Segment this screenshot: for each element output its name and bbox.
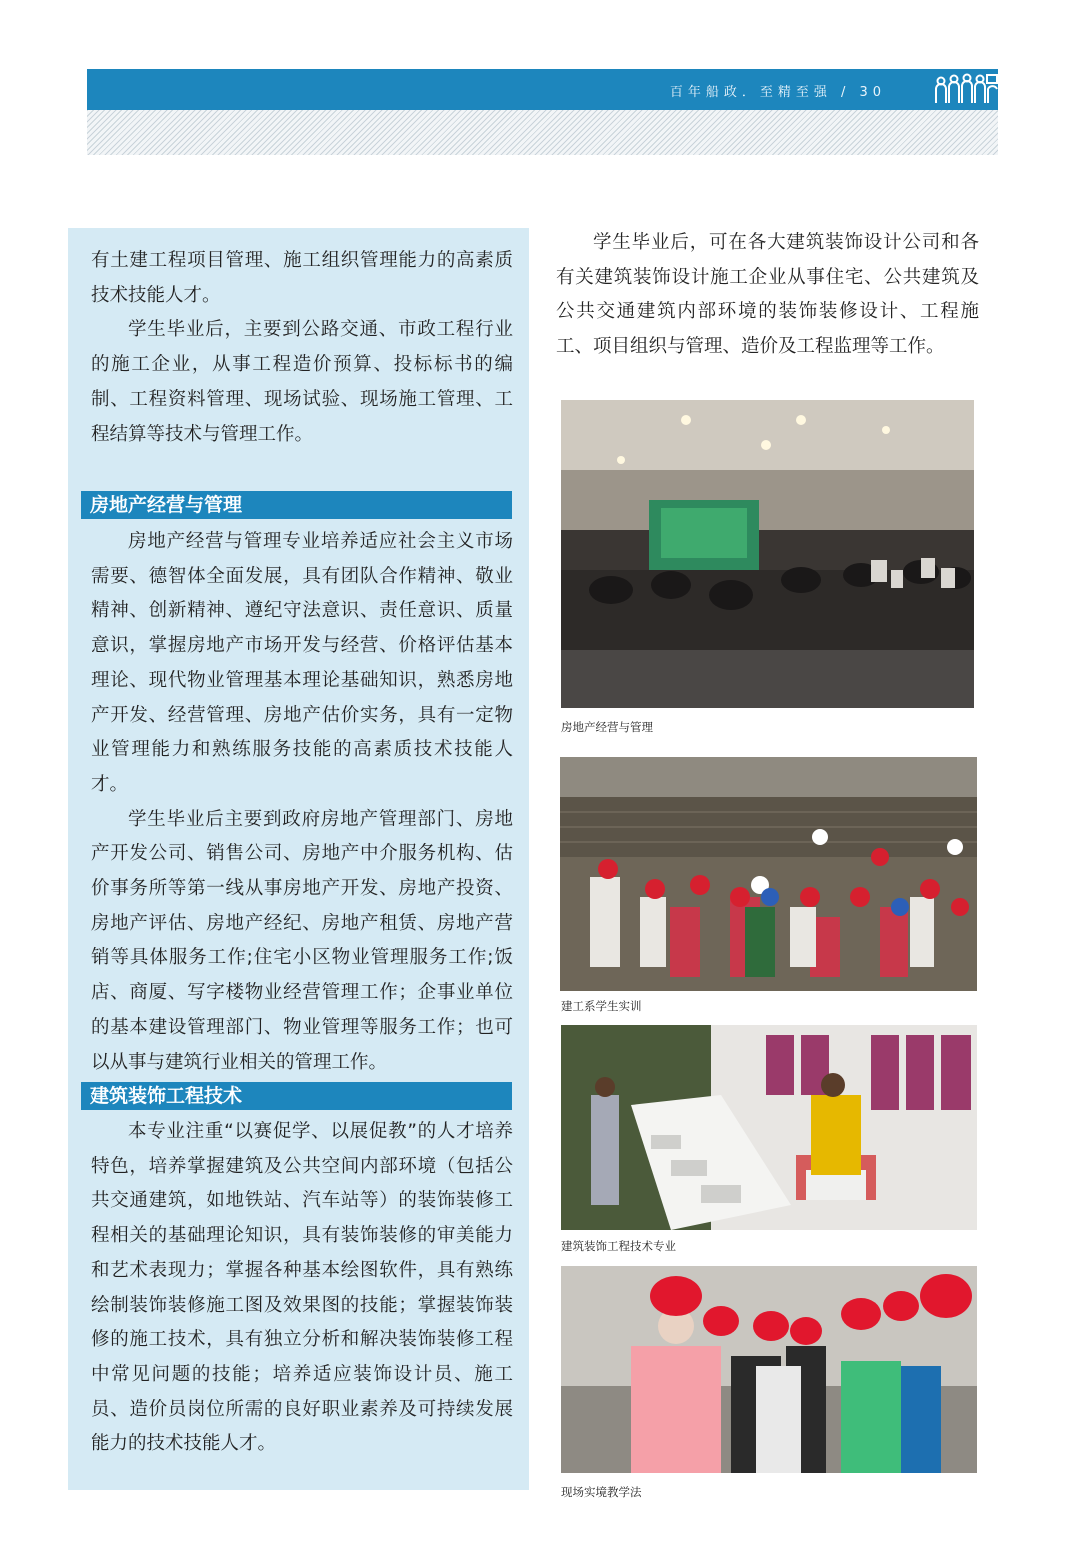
intro-text-block [91,244,513,452]
people-group-icon [932,69,998,110]
intro-paragraph-1: 有土建工程项目管理、施工组织管理能力的高素质技术技能人才。 [91,250,513,306]
header-stripe-band [87,110,998,155]
photo-decoration-exhibition [561,1025,977,1230]
section-heading-decoration: 建筑装饰工程技术 [81,1082,512,1110]
photo-onsite-teaching [561,1266,977,1473]
decoration-text-block [91,1115,513,1462]
right-paragraph-1: 学生毕业后，可在各大建筑装饰设计公司和各有关建筑装饰设计施工企业从事住宅、公共建筑及公共交通建筑内部环境的装饰装修设计、工程施工、项目组织与管理、造价及工程监理等工作。 [556,232,979,358]
real-estate-paragraph-2: 学生毕业后主要到政府房地产管理部门、房地产开发公司、销售公司、房地产中介服务机构、估价事务所等第一线从事房地产开发、房地产投资、房地产评估、房地产经纪、房地产租赁、房地产营销等具体服务工作;住宅小区物业管理服务工作;饭店、商厦、写字楼物业经营管理工作；企事业单位的基本建设管理部门、物业管理等服务工作；也可以从事与建筑行业相关的管理工作。 [91,808,513,1073]
right-text-block [556,226,979,365]
caption-2: 建工系学生实训 [561,999,642,1013]
decoration-paragraph-1: 本专业注重“以赛促学、以展促教”的人才培养特色，培养掌握建筑及公共空间内部环境（包括公共交通建筑，如地铁站、汽车站等）的装饰装修工程相关的基础理论知识，具有装饰装修的审美能力和艺术表现力；掌握各种基本绘图软件，具有熟练绘制装饰装修施工图及效果图的技能；掌握装饰装修的施工技术，具有独立分析和解决装饰装修工程中常见问题的技能；培养适应装饰设计员、施工员、造价员岗位所需的良好职业素养及可持续发展能力的技术技能人才。 [91,1121,513,1455]
caption-3: 建筑装饰工程技术专业 [561,1239,676,1253]
photo-construction-training [560,757,977,991]
intro-paragraph-2: 学生毕业后，主要到公路交通、市政工程行业的施工企业，从事工程造价预算、投标标书的编制、工程资料管理、现场试验、现场施工管理、工程结算等技术与管理工作。 [91,319,513,445]
running-title: 百年船政．至精至强 / 30 [669,85,886,100]
section-heading-real-estate: 房地产经营与管理 [81,491,512,519]
header-bar [87,69,998,110]
caption-4: 现场实境教学法 [561,1485,642,1499]
photo-classroom [561,400,974,708]
caption-1: 房地产经营与管理 [561,720,653,734]
real-estate-text-block [91,525,513,1080]
real-estate-paragraph-1: 房地产经营与管理专业培养适应社会主义市场需要、德智体全面发展，具有团队合作精神、敬业精神、创新精神、遵纪守法意识、责任意识、质量意识，掌握房地产市场开发与经营、价格评估基本理论、现代物业管理基本理论基础知识，熟悉房地产开发、经营管理、房地产估价实务，具有一定物业管理能力和熟练服务技能的高素质技术技能人才。 [91,531,513,795]
